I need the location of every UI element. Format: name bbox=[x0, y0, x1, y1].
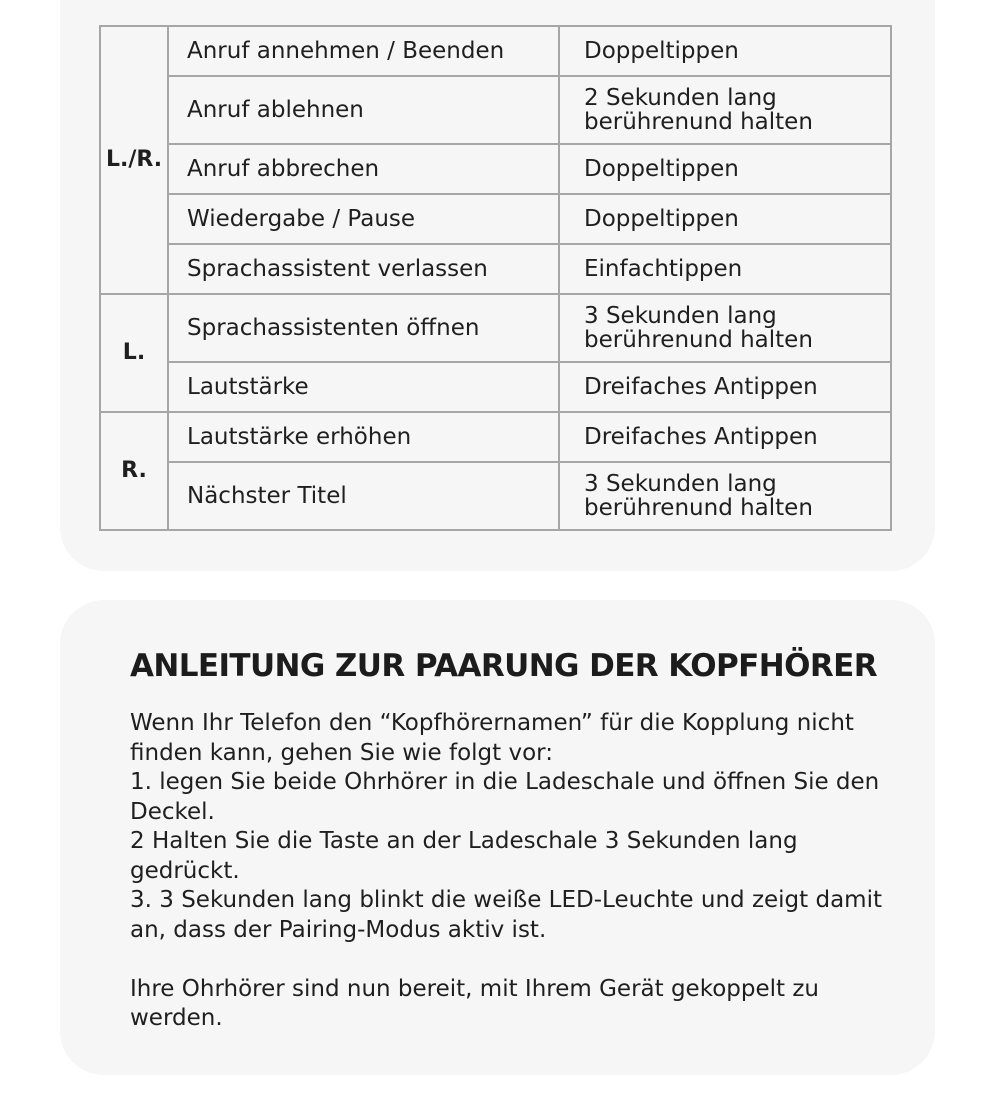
action-cell: Sprachassistent verlassen bbox=[168, 244, 559, 294]
side-label: R. bbox=[100, 412, 168, 530]
action-cell: Anruf annehmen / Beenden bbox=[168, 26, 559, 76]
table-row bbox=[100, 412, 891, 462]
table-row bbox=[100, 144, 891, 194]
gesture-line: 2 Sekunden lang bbox=[584, 85, 777, 111]
gesture-line: Doppeltippen bbox=[584, 206, 739, 232]
action-cell: Sprachassistenten öffnen bbox=[168, 294, 559, 362]
gesture-line: Einfachtippen bbox=[584, 256, 743, 282]
gesture-cell bbox=[559, 26, 891, 76]
action-cell: Anruf abbrechen bbox=[168, 144, 559, 194]
table-row bbox=[100, 294, 891, 362]
pairing-step: 2 Halten Sie die Taste an der Ladeschale 3 Sekunden lang gedrückt. bbox=[130, 828, 798, 884]
gesture-cell bbox=[559, 412, 891, 462]
table-row bbox=[100, 362, 891, 412]
pairing-step: 3. 3 Sekunden lang blinkt die weiße LED-Leuchte und zeigt damit an, dass der Pairing-Modus aktiv ist. bbox=[130, 887, 882, 943]
gesture-cell bbox=[559, 144, 891, 194]
pairing-step: 1. legen Sie beide Ohrhörer in die Ladeschale und öffnen Sie den Deckel. bbox=[130, 769, 880, 825]
action-cell: Anruf ablehnen bbox=[168, 76, 559, 144]
gesture-line: berührenund halten bbox=[584, 327, 813, 353]
gesture-line: berührenund halten bbox=[584, 495, 813, 521]
gesture-cell bbox=[559, 462, 891, 530]
table-row bbox=[100, 462, 891, 530]
gesture-cell bbox=[559, 294, 891, 362]
side-label: L. bbox=[100, 294, 168, 412]
gesture-line: Dreifaches Antippen bbox=[584, 424, 818, 450]
gesture-cell bbox=[559, 194, 891, 244]
gesture-line: 3 Sekunden lang bbox=[584, 303, 777, 329]
pairing-outro: Ihre Ohrhörer sind nun bereit, mit Ihrem Gerät gekoppelt zu werden. bbox=[130, 975, 820, 1031]
gesture-line: berührenund halten bbox=[584, 109, 813, 135]
gesture-cell bbox=[559, 244, 891, 294]
table-row bbox=[100, 26, 891, 76]
gesture-cell bbox=[559, 76, 891, 144]
pairing-instructions bbox=[130, 709, 890, 1034]
gesture-line: Doppeltippen bbox=[584, 38, 739, 64]
action-cell: Nächster Titel bbox=[168, 462, 559, 530]
pairing-heading: ANLEITUNG ZUR PAARUNG DER KOPFHÖRER bbox=[130, 648, 877, 684]
table-row bbox=[100, 76, 891, 144]
table-row bbox=[100, 244, 891, 294]
action-cell: Lautstärke erhöhen bbox=[168, 412, 559, 462]
pairing-intro: Wenn Ihr Telefon den “Kopfhörernamen” für die Kopplung nicht finden kann, gehen Sie wie folgt vor: bbox=[130, 710, 854, 766]
action-cell: Wiedergabe / Pause bbox=[168, 194, 559, 244]
side-label: L./R. bbox=[100, 26, 168, 294]
gesture-line: Doppeltippen bbox=[584, 156, 739, 182]
gesture-line: 3 Sekunden lang bbox=[584, 471, 777, 497]
touch-controls-table bbox=[99, 25, 892, 531]
controls-card bbox=[60, 0, 935, 571]
gesture-cell bbox=[559, 362, 891, 412]
action-cell: Lautstärke bbox=[168, 362, 559, 412]
pairing-card bbox=[60, 600, 935, 1075]
gesture-line: Dreifaches Antippen bbox=[584, 374, 818, 400]
table-row bbox=[100, 194, 891, 244]
